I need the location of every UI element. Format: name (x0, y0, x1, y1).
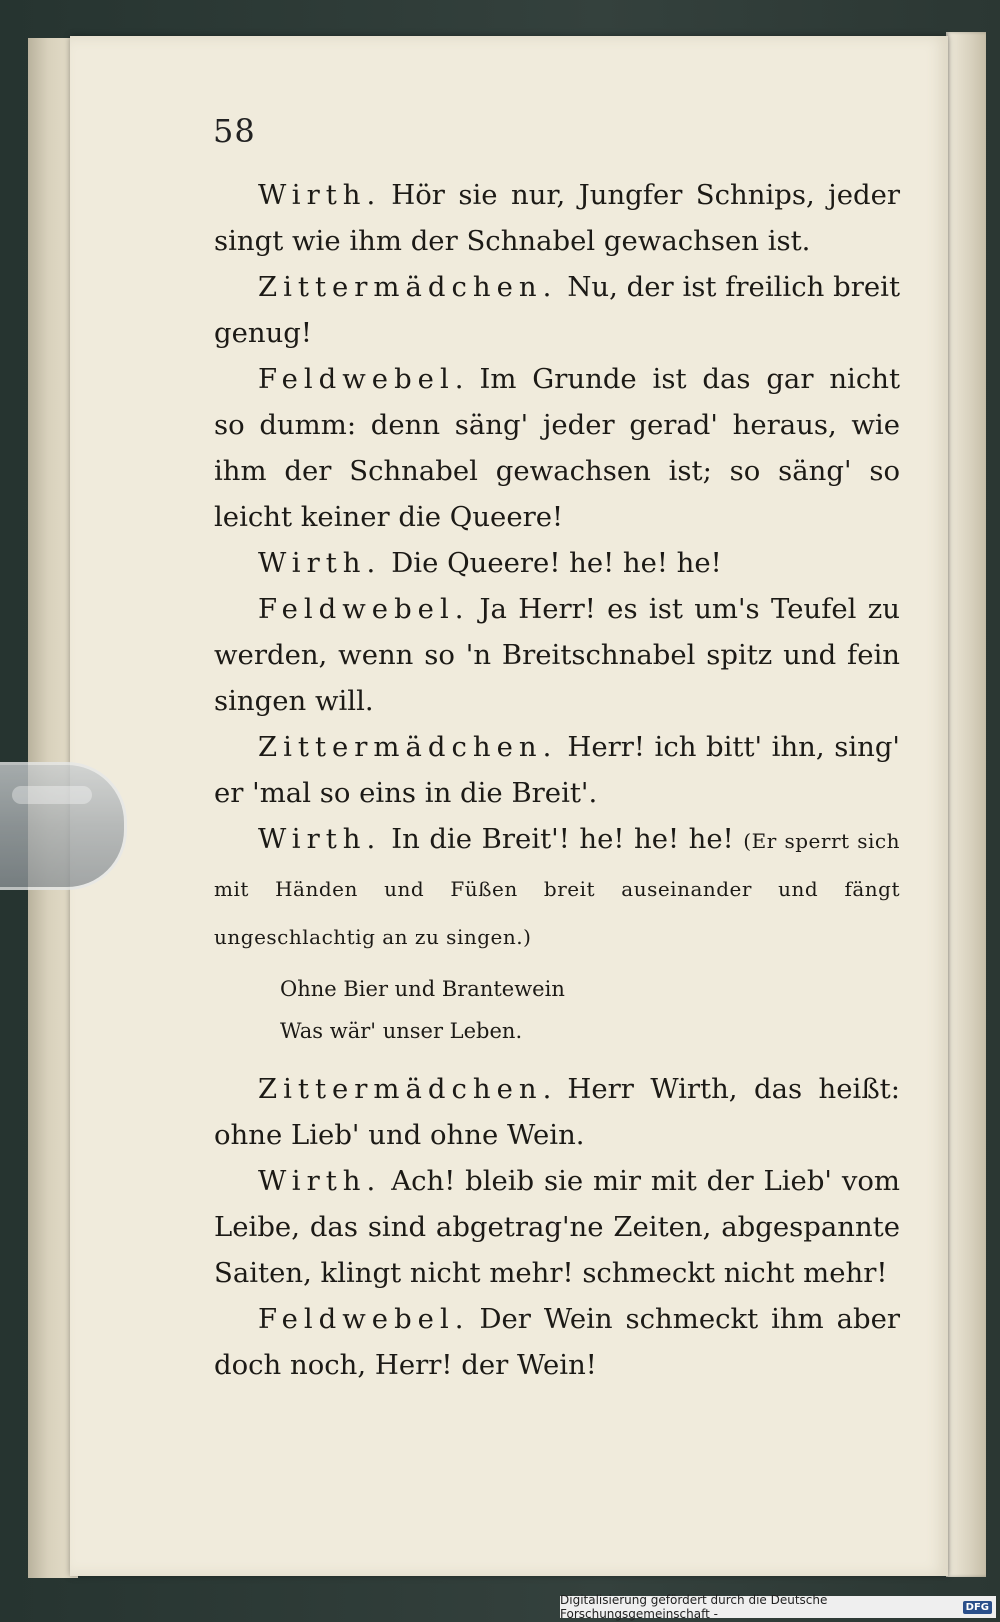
speaker-name: Feldwebel. (258, 593, 470, 625)
page-number: 58 (213, 112, 256, 150)
speech-paragraph (214, 264, 900, 356)
speech-paragraph (214, 540, 900, 586)
speaker-name: Feldwebel. (258, 1303, 470, 1335)
speaker-name: Wirth. (258, 1165, 382, 1197)
speaker-name: Wirth. (258, 547, 382, 579)
speech-paragraph (214, 1296, 900, 1388)
verse-line: Ohne Bier und Brantewein (280, 977, 565, 1001)
speech-paragraph (214, 586, 900, 724)
speech-paragraph (214, 816, 900, 960)
speaker-name: Zittermädchen. (258, 271, 558, 303)
speech-text: Herr! ich bitt' ihn, sing' er 'mal so eins in die Breit'. (214, 731, 900, 809)
speaker-name: Feldwebel. (258, 363, 470, 395)
stage-direction: (Er sperrt sich mit Händen und Füßen breit auseinander und fängt ungeschlachtig an zu singen.) (214, 829, 900, 949)
speech-text: Im Grunde ist das gar nicht so dumm: denn säng' jeder gerad' heraus, wie ihm der Schnabel gewachsen ist; so säng' so leicht keiner die Queere! (214, 363, 900, 533)
page-clip (0, 762, 127, 890)
speech-text: Die Queere! he! he! he! (391, 547, 722, 579)
speech-paragraph (214, 356, 900, 540)
speech-text: In die Breit'! he! he! he! (391, 823, 734, 855)
speech-paragraph (214, 724, 900, 816)
page-text (214, 172, 900, 1388)
speech-text: Hör sie nur, Jungfer Schnips, jeder singt wie ihm der Schnabel gewachsen ist. (214, 179, 900, 257)
digitization-credit (560, 1593, 996, 1621)
speech-text: Ja Herr! es ist um's Teufel zu werden, wenn so 'n Breitschnabel spitz und fein singen will. (214, 593, 900, 717)
speech-paragraph (214, 1158, 900, 1296)
speech-text: Der Wein schmeckt ihm aber doch noch, Herr! der Wein! (214, 1303, 900, 1381)
speaker-name: Wirth. (258, 179, 382, 211)
speech-text: Nu, der ist freilich breit genug! (214, 271, 900, 349)
speaker-name: Wirth. (258, 823, 382, 855)
speech-paragraph (214, 172, 900, 264)
credit-text: Digitalisierung gefördert durch die Deutsche Forschungsgemeinschaft - (560, 1593, 828, 1621)
song-verse (280, 968, 900, 1052)
speaker-name: Zittermädchen. (258, 1073, 558, 1105)
speech-paragraph (214, 1066, 900, 1158)
verse-line: Was wär' unser Leben. (280, 1019, 523, 1043)
next-page-edge (946, 32, 986, 1577)
speech-text: Ach! bleib sie mir mit der Lieb' vom Leibe, das sind abgetrag'ne Zeiten, abgespannte Saiten, klingt nicht mehr! schmeckt nicht mehr! (214, 1165, 900, 1289)
speaker-name: Zittermädchen. (258, 731, 558, 763)
dfg-logo: DFG (963, 1601, 992, 1614)
clip-highlight (12, 786, 92, 804)
speech-text: Herr Wirth, das heißt: ohne Lieb' und ohne Wein. (214, 1073, 900, 1151)
